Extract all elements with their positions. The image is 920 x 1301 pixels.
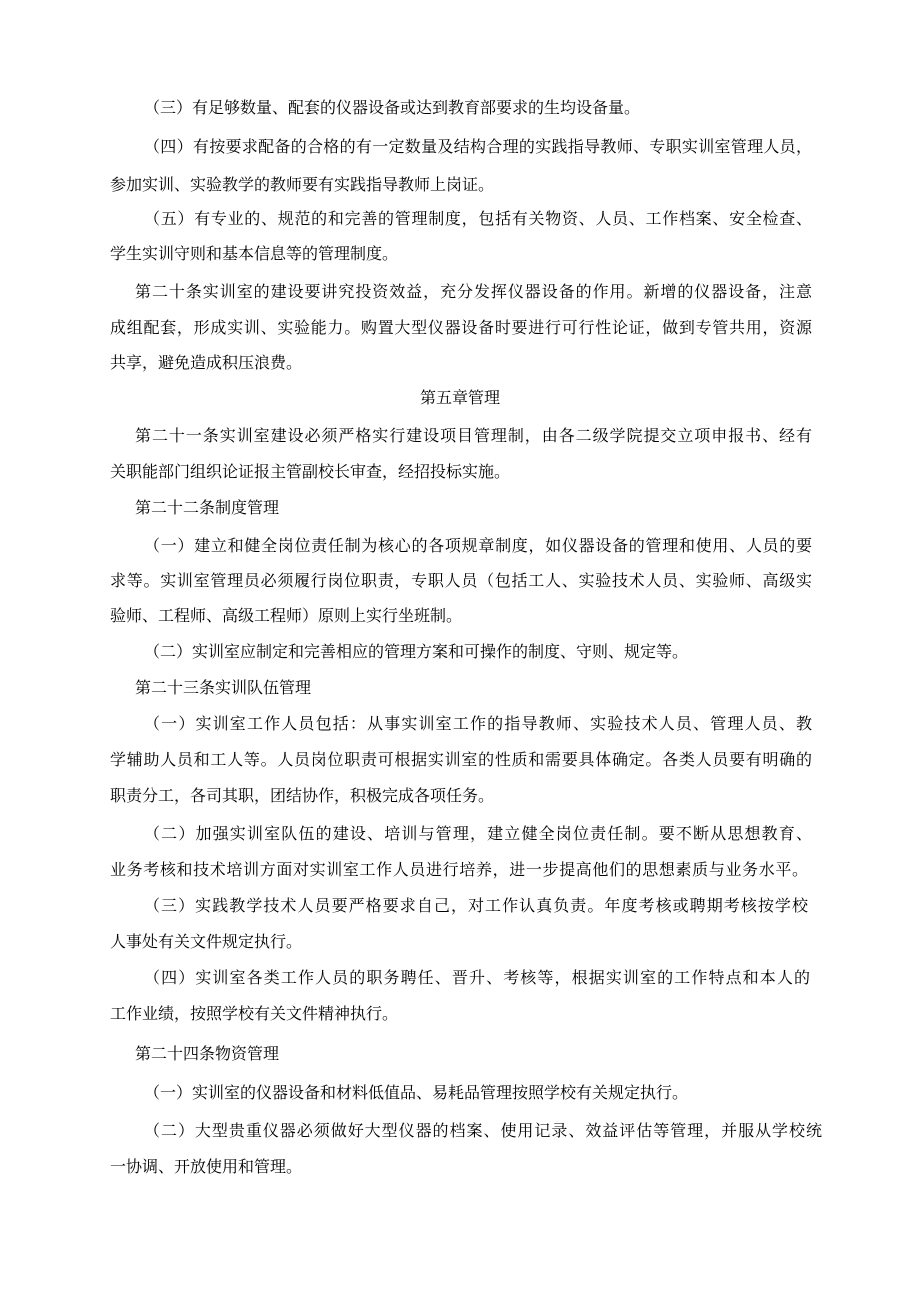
paragraph-line: （五）有专业的、规范的和完善的管理制度，包括有关物资、人员、工作档案、安全检查、 (144, 209, 812, 228)
paragraph-line: （一）建立和健全岗位责任制为核心的各项规章制度，如仪器设备的管理和使用、人员的要 (144, 536, 812, 555)
paragraph-line: 第二十三条实训队伍管理 (135, 678, 312, 697)
paragraph-line: 学生实训守则和基本信息等的管理制度。 (110, 244, 399, 263)
paragraph-line: 一协调、开放使用和管理。 (110, 1157, 303, 1176)
paragraph-line: （一）实训室的仪器设备和材料低值品、易耗品管理按照学校有关规定执行。 (144, 1083, 689, 1102)
paragraph-line: 共享，避免造成积压浪费。 (110, 353, 303, 372)
paragraph-line: （四）有按要求配备的合格的有一定数量及结构合理的实践指导教师、专职实训室管理人员， (144, 137, 812, 156)
paragraph-line: 第二十四条物资管理 (135, 1044, 280, 1063)
paragraph-line: 学辅助人员和工人等。人员岗位职责可根据实训室的性质和需要具体确定。各类人员要有明确的 (110, 750, 812, 769)
paragraph-line: 人事处有关文件规定执行。 (110, 932, 303, 951)
paragraph-line: （四）实训室各类工作人员的职务聘任、晋升、考核等，根据实训室的工作特点和本人的 (144, 968, 810, 987)
paragraph-line: （一）实训室工作人员包括：从事实训室工作的指导教师、实验技术人员、管理人员、教 (144, 714, 812, 733)
paragraph-line: 验师、工程师、高级工程师）原则上实行坐班制。 (110, 606, 463, 625)
paragraph-line: 求等。实训室管理员必须履行岗位职责，专职人员（包括工人、实验技术人员、实验师、高级实 (110, 571, 812, 590)
paragraph-line: （二）大型贵重仪器必须做好大型仪器的档案、使用记录、效益评估等管理，并服从学校统 (144, 1121, 822, 1140)
chapter-heading: 第五章管理 (419, 388, 500, 407)
paragraph-line: 第二十一条实训室建设必须严格实行建设项目管理制，由各二级学院提交立项申报书、经有 (135, 426, 812, 445)
paragraph-line: 第二十条实训室的建设要讲究投资效益，充分发挥仪器设备的作用。新增的仪器设备，注意 (135, 282, 812, 301)
paragraph-line: （三）有足够数量、配套的仪器设备或达到教育部要求的生均设备量。 (144, 98, 641, 117)
paragraph-line: 第二十二条制度管理 (135, 498, 280, 517)
paragraph-line: （二）加强实训室队伍的建设、培训与管理，建立健全岗位责任制。要不断从思想教育、 (144, 824, 812, 843)
paragraph-line: 成组配套，形成实训、实验能力。购置大型仪器设备时要进行可行性论证，做到专管共用，资源 (110, 318, 812, 337)
paragraph-line: 职责分工，各司其职，团结协作，积极完成各项任务。 (110, 786, 495, 805)
paragraph-line: （二）实训室应制定和完善相应的管理方案和可操作的制度、守则、规定等。 (144, 642, 689, 661)
paragraph-line: 参加实训、实验教学的教师要有实践指导教师上岗证。 (110, 175, 495, 194)
paragraph-line: （三）实践教学技术人员要严格要求自己，对工作认真负责。年度考核或聘期考核按学校 (144, 896, 808, 915)
paragraph-line: 工作业绩，按照学校有关文件精神执行。 (110, 1004, 399, 1023)
paragraph-line: 业务考核和技术培训方面对实训室工作人员进行培养，进一步提高他们的思想素质与业务水平。 (110, 860, 808, 879)
paragraph-line: 关职能部门组织论证报主管副校长审查，经招投标实施。 (110, 462, 511, 481)
